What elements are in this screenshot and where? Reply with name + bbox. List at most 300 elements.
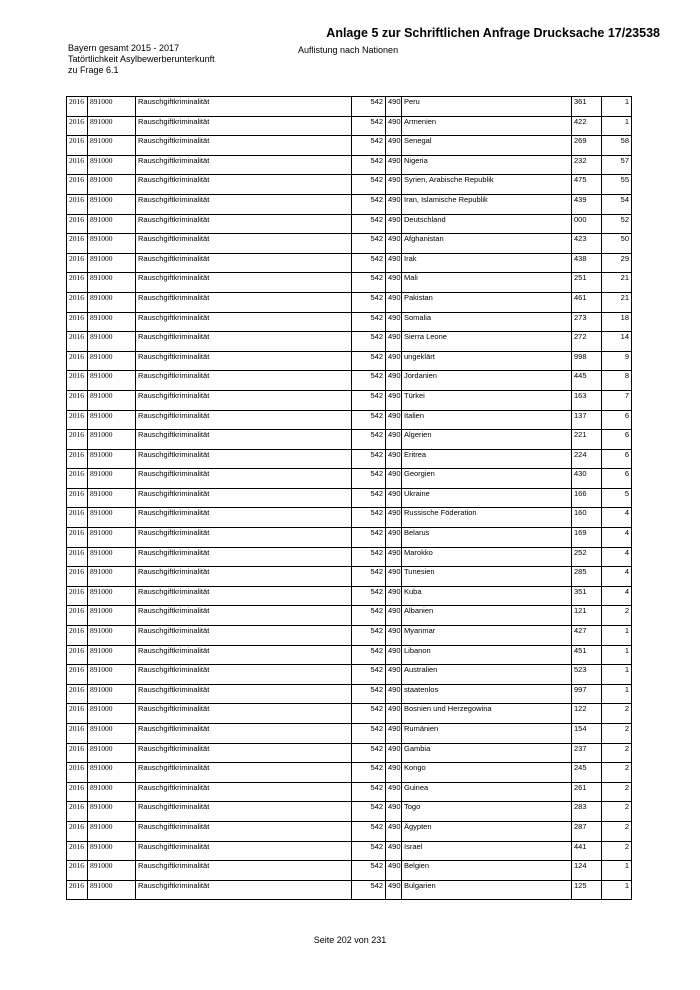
code-542-cell: 542 bbox=[352, 841, 386, 861]
count-cell: 2 bbox=[602, 724, 632, 744]
code-542-cell: 542 bbox=[352, 312, 386, 332]
table-row bbox=[67, 743, 632, 763]
nation-code-cell: 998 bbox=[572, 351, 602, 371]
nation-cell: Georgien bbox=[402, 469, 572, 489]
offence-category-cell: Rauschgiftkriminalität bbox=[136, 371, 352, 391]
code-542-cell: 542 bbox=[352, 253, 386, 273]
meta-line-location: Tatörtlichkeit Asylbewerberunterkunft bbox=[68, 54, 215, 64]
code-490-cell: 490 bbox=[386, 371, 402, 391]
table-row bbox=[67, 665, 632, 685]
table-body bbox=[67, 97, 632, 900]
offence-category-cell: Rauschgiftkriminalität bbox=[136, 273, 352, 293]
count-cell: 2 bbox=[602, 704, 632, 724]
nation-code-cell: 137 bbox=[572, 410, 602, 430]
code-490-cell: 490 bbox=[386, 175, 402, 195]
code-490-cell: 490 bbox=[386, 567, 402, 587]
code-542-cell: 542 bbox=[352, 821, 386, 841]
key-number-cell: 891000 bbox=[88, 606, 136, 626]
count-cell: 1 bbox=[602, 116, 632, 136]
year-cell: 2016 bbox=[67, 763, 88, 783]
key-number-cell: 891000 bbox=[88, 253, 136, 273]
nation-code-cell: 273 bbox=[572, 312, 602, 332]
count-cell: 1 bbox=[602, 880, 632, 900]
code-490-cell: 490 bbox=[386, 684, 402, 704]
code-542-cell: 542 bbox=[352, 802, 386, 822]
nation-cell: Eritrea bbox=[402, 449, 572, 469]
code-490-cell: 490 bbox=[386, 665, 402, 685]
code-542-cell: 542 bbox=[352, 214, 386, 234]
code-490-cell: 490 bbox=[386, 861, 402, 881]
report-meta bbox=[68, 43, 215, 76]
count-cell: 2 bbox=[602, 802, 632, 822]
year-cell: 2016 bbox=[67, 880, 88, 900]
year-cell: 2016 bbox=[67, 136, 88, 156]
code-490-cell: 490 bbox=[386, 116, 402, 136]
nation-cell: Armenien bbox=[402, 116, 572, 136]
code-490-cell: 490 bbox=[386, 880, 402, 900]
offence-category-cell: Rauschgiftkriminalität bbox=[136, 351, 352, 371]
code-542-cell: 542 bbox=[352, 332, 386, 352]
nation-cell: Kuba bbox=[402, 586, 572, 606]
code-542-cell: 542 bbox=[352, 410, 386, 430]
table-row bbox=[67, 410, 632, 430]
offence-category-cell: Rauschgiftkriminalität bbox=[136, 155, 352, 175]
year-cell: 2016 bbox=[67, 488, 88, 508]
offence-category-cell: Rauschgiftkriminalität bbox=[136, 684, 352, 704]
offence-category-cell: Rauschgiftkriminalität bbox=[136, 743, 352, 763]
nation-cell: Nigeria bbox=[402, 155, 572, 175]
year-cell: 2016 bbox=[67, 704, 88, 724]
table-row bbox=[67, 430, 632, 450]
nation-cell: Somalia bbox=[402, 312, 572, 332]
nation-code-cell: 430 bbox=[572, 469, 602, 489]
offence-category-cell: Rauschgiftkriminalität bbox=[136, 214, 352, 234]
meta-line-question: zu Frage 6.1 bbox=[68, 65, 119, 75]
table-row bbox=[67, 626, 632, 646]
nation-cell: Türkei bbox=[402, 390, 572, 410]
offence-category-cell: Rauschgiftkriminalität bbox=[136, 547, 352, 567]
nation-cell: Togo bbox=[402, 802, 572, 822]
code-542-cell: 542 bbox=[352, 508, 386, 528]
code-542-cell: 542 bbox=[352, 567, 386, 587]
code-490-cell: 490 bbox=[386, 841, 402, 861]
count-cell: 21 bbox=[602, 273, 632, 293]
year-cell: 2016 bbox=[67, 665, 88, 685]
code-542-cell: 542 bbox=[352, 626, 386, 646]
nation-cell: Gambia bbox=[402, 743, 572, 763]
year-cell: 2016 bbox=[67, 430, 88, 450]
nation-code-cell: 261 bbox=[572, 782, 602, 802]
offence-category-cell: Rauschgiftkriminalität bbox=[136, 234, 352, 254]
offence-category-cell: Rauschgiftkriminalität bbox=[136, 861, 352, 881]
table-row bbox=[67, 802, 632, 822]
code-490-cell: 490 bbox=[386, 292, 402, 312]
nation-cell: ungeklärt bbox=[402, 351, 572, 371]
nation-code-cell: 523 bbox=[572, 665, 602, 685]
year-cell: 2016 bbox=[67, 782, 88, 802]
nation-cell: Australien bbox=[402, 665, 572, 685]
offence-category-cell: Rauschgiftkriminalität bbox=[136, 821, 352, 841]
nation-code-cell: 125 bbox=[572, 880, 602, 900]
offence-category-cell: Rauschgiftkriminalität bbox=[136, 782, 352, 802]
key-number-cell: 891000 bbox=[88, 97, 136, 117]
year-cell: 2016 bbox=[67, 449, 88, 469]
code-542-cell: 542 bbox=[352, 547, 386, 567]
offence-category-cell: Rauschgiftkriminalität bbox=[136, 292, 352, 312]
offence-category-cell: Rauschgiftkriminalität bbox=[136, 606, 352, 626]
count-cell: 4 bbox=[602, 508, 632, 528]
listing-subtitle: Auflistung nach Nationen bbox=[298, 45, 399, 55]
offence-category-cell: Rauschgiftkriminalität bbox=[136, 175, 352, 195]
nation-code-cell: 423 bbox=[572, 234, 602, 254]
code-542-cell: 542 bbox=[352, 763, 386, 783]
key-number-cell: 891000 bbox=[88, 508, 136, 528]
offence-category-cell: Rauschgiftkriminalität bbox=[136, 802, 352, 822]
offence-category-cell: Rauschgiftkriminalität bbox=[136, 253, 352, 273]
code-490-cell: 490 bbox=[386, 469, 402, 489]
offence-category-cell: Rauschgiftkriminalität bbox=[136, 488, 352, 508]
code-542-cell: 542 bbox=[352, 782, 386, 802]
offence-category-cell: Rauschgiftkriminalität bbox=[136, 626, 352, 646]
table-row bbox=[67, 292, 632, 312]
key-number-cell: 891000 bbox=[88, 567, 136, 587]
offence-category-cell: Rauschgiftkriminalität bbox=[136, 469, 352, 489]
offence-category-cell: Rauschgiftkriminalität bbox=[136, 332, 352, 352]
code-490-cell: 490 bbox=[386, 743, 402, 763]
code-542-cell: 542 bbox=[352, 371, 386, 391]
code-490-cell: 490 bbox=[386, 606, 402, 626]
table-row bbox=[67, 155, 632, 175]
table-row bbox=[67, 390, 632, 410]
key-number-cell: 891000 bbox=[88, 684, 136, 704]
key-number-cell: 891000 bbox=[88, 312, 136, 332]
nation-cell: Tunesien bbox=[402, 567, 572, 587]
code-490-cell: 490 bbox=[386, 449, 402, 469]
table-row bbox=[67, 645, 632, 665]
code-490-cell: 490 bbox=[386, 97, 402, 117]
key-number-cell: 891000 bbox=[88, 704, 136, 724]
code-490-cell: 490 bbox=[386, 763, 402, 783]
count-cell: 4 bbox=[602, 528, 632, 548]
count-cell: 4 bbox=[602, 567, 632, 587]
table-row bbox=[67, 253, 632, 273]
count-cell: 18 bbox=[602, 312, 632, 332]
code-490-cell: 490 bbox=[386, 234, 402, 254]
code-490-cell: 490 bbox=[386, 626, 402, 646]
count-cell: 2 bbox=[602, 841, 632, 861]
year-cell: 2016 bbox=[67, 116, 88, 136]
count-cell: 9 bbox=[602, 351, 632, 371]
year-cell: 2016 bbox=[67, 743, 88, 763]
table-row bbox=[67, 684, 632, 704]
nation-cell: Ukraine bbox=[402, 488, 572, 508]
offence-category-cell: Rauschgiftkriminalität bbox=[136, 410, 352, 430]
table-row bbox=[67, 214, 632, 234]
code-542-cell: 542 bbox=[352, 136, 386, 156]
nation-cell: Albanien bbox=[402, 606, 572, 626]
code-490-cell: 490 bbox=[386, 410, 402, 430]
code-490-cell: 490 bbox=[386, 821, 402, 841]
offence-category-cell: Rauschgiftkriminalität bbox=[136, 645, 352, 665]
offence-category-cell: Rauschgiftkriminalität bbox=[136, 430, 352, 450]
offence-category-cell: Rauschgiftkriminalität bbox=[136, 586, 352, 606]
nation-code-cell: 438 bbox=[572, 253, 602, 273]
nation-cell: Kongo bbox=[402, 763, 572, 783]
code-490-cell: 490 bbox=[386, 214, 402, 234]
nation-cell: Belarus bbox=[402, 528, 572, 548]
code-542-cell: 542 bbox=[352, 724, 386, 744]
code-542-cell: 542 bbox=[352, 861, 386, 881]
table-row bbox=[67, 508, 632, 528]
key-number-cell: 891000 bbox=[88, 351, 136, 371]
code-542-cell: 542 bbox=[352, 351, 386, 371]
code-542-cell: 542 bbox=[352, 273, 386, 293]
key-number-cell: 891000 bbox=[88, 880, 136, 900]
key-number-cell: 891000 bbox=[88, 626, 136, 646]
nation-cell: Peru bbox=[402, 97, 572, 117]
year-cell: 2016 bbox=[67, 97, 88, 117]
offence-category-cell: Rauschgiftkriminalität bbox=[136, 390, 352, 410]
nation-code-cell: 224 bbox=[572, 449, 602, 469]
nation-cell: Rumänien bbox=[402, 724, 572, 744]
year-cell: 2016 bbox=[67, 841, 88, 861]
offence-category-cell: Rauschgiftkriminalität bbox=[136, 312, 352, 332]
code-542-cell: 542 bbox=[352, 606, 386, 626]
code-542-cell: 542 bbox=[352, 449, 386, 469]
nation-code-cell: 439 bbox=[572, 194, 602, 214]
table-row bbox=[67, 763, 632, 783]
data-table bbox=[66, 96, 632, 900]
code-542-cell: 542 bbox=[352, 488, 386, 508]
nation-cell: Jordanien bbox=[402, 371, 572, 391]
code-490-cell: 490 bbox=[386, 508, 402, 528]
code-542-cell: 542 bbox=[352, 528, 386, 548]
count-cell: 54 bbox=[602, 194, 632, 214]
table-row bbox=[67, 136, 632, 156]
key-number-cell: 891000 bbox=[88, 390, 136, 410]
code-542-cell: 542 bbox=[352, 116, 386, 136]
count-cell: 29 bbox=[602, 253, 632, 273]
code-542-cell: 542 bbox=[352, 234, 386, 254]
code-490-cell: 490 bbox=[386, 430, 402, 450]
nation-code-cell: 351 bbox=[572, 586, 602, 606]
count-cell: 2 bbox=[602, 782, 632, 802]
nation-code-cell: 232 bbox=[572, 155, 602, 175]
nation-cell: Deutschland bbox=[402, 214, 572, 234]
nation-cell: Israel bbox=[402, 841, 572, 861]
year-cell: 2016 bbox=[67, 606, 88, 626]
key-number-cell: 891000 bbox=[88, 724, 136, 744]
nation-code-cell: 997 bbox=[572, 684, 602, 704]
key-number-cell: 891000 bbox=[88, 665, 136, 685]
table-row bbox=[67, 116, 632, 136]
key-number-cell: 891000 bbox=[88, 645, 136, 665]
table-row bbox=[67, 175, 632, 195]
nation-code-cell: 245 bbox=[572, 763, 602, 783]
nation-cell: Sierra Leone bbox=[402, 332, 572, 352]
nation-cell: Guinea bbox=[402, 782, 572, 802]
table-row bbox=[67, 273, 632, 293]
key-number-cell: 891000 bbox=[88, 802, 136, 822]
year-cell: 2016 bbox=[67, 175, 88, 195]
offence-category-cell: Rauschgiftkriminalität bbox=[136, 880, 352, 900]
code-490-cell: 490 bbox=[386, 782, 402, 802]
count-cell: 8 bbox=[602, 371, 632, 391]
year-cell: 2016 bbox=[67, 528, 88, 548]
table-row bbox=[67, 312, 632, 332]
count-cell: 6 bbox=[602, 469, 632, 489]
nation-cell: Bosnien und Herzegowina bbox=[402, 704, 572, 724]
code-542-cell: 542 bbox=[352, 292, 386, 312]
code-490-cell: 490 bbox=[386, 312, 402, 332]
code-490-cell: 490 bbox=[386, 332, 402, 352]
table-row bbox=[67, 821, 632, 841]
year-cell: 2016 bbox=[67, 234, 88, 254]
offence-category-cell: Rauschgiftkriminalität bbox=[136, 116, 352, 136]
key-number-cell: 891000 bbox=[88, 175, 136, 195]
year-cell: 2016 bbox=[67, 312, 88, 332]
code-490-cell: 490 bbox=[386, 136, 402, 156]
nation-code-cell: 461 bbox=[572, 292, 602, 312]
code-542-cell: 542 bbox=[352, 665, 386, 685]
year-cell: 2016 bbox=[67, 567, 88, 587]
nation-cell: Myanmar bbox=[402, 626, 572, 646]
code-542-cell: 542 bbox=[352, 155, 386, 175]
code-542-cell: 542 bbox=[352, 880, 386, 900]
year-cell: 2016 bbox=[67, 802, 88, 822]
code-490-cell: 490 bbox=[386, 645, 402, 665]
nation-code-cell: 285 bbox=[572, 567, 602, 587]
nation-cell: Bulgarien bbox=[402, 880, 572, 900]
count-cell: 4 bbox=[602, 586, 632, 606]
nation-code-cell: 252 bbox=[572, 547, 602, 567]
count-cell: 6 bbox=[602, 410, 632, 430]
year-cell: 2016 bbox=[67, 645, 88, 665]
table-row bbox=[67, 97, 632, 117]
count-cell: 7 bbox=[602, 390, 632, 410]
nation-code-cell: 237 bbox=[572, 743, 602, 763]
offence-category-cell: Rauschgiftkriminalität bbox=[136, 763, 352, 783]
code-490-cell: 490 bbox=[386, 390, 402, 410]
nation-cell: Syrien, Arabische Republik bbox=[402, 175, 572, 195]
nation-code-cell: 475 bbox=[572, 175, 602, 195]
key-number-cell: 891000 bbox=[88, 410, 136, 430]
count-cell: 58 bbox=[602, 136, 632, 156]
nation-code-cell: 283 bbox=[572, 802, 602, 822]
offence-category-cell: Rauschgiftkriminalität bbox=[136, 508, 352, 528]
nation-cell: Ägypten bbox=[402, 821, 572, 841]
key-number-cell: 891000 bbox=[88, 234, 136, 254]
nation-cell: Algerien bbox=[402, 430, 572, 450]
year-cell: 2016 bbox=[67, 861, 88, 881]
nation-cell: Italien bbox=[402, 410, 572, 430]
key-number-cell: 891000 bbox=[88, 488, 136, 508]
table-row bbox=[67, 371, 632, 391]
nation-cell: Belgien bbox=[402, 861, 572, 881]
year-cell: 2016 bbox=[67, 547, 88, 567]
count-cell: 57 bbox=[602, 155, 632, 175]
nation-cell: Afghanistan bbox=[402, 234, 572, 254]
nation-cell: Pakistan bbox=[402, 292, 572, 312]
count-cell: 2 bbox=[602, 821, 632, 841]
code-490-cell: 490 bbox=[386, 488, 402, 508]
nation-cell: Russische Föderation bbox=[402, 508, 572, 528]
year-cell: 2016 bbox=[67, 508, 88, 528]
year-cell: 2016 bbox=[67, 194, 88, 214]
table-row bbox=[67, 567, 632, 587]
offence-category-cell: Rauschgiftkriminalität bbox=[136, 665, 352, 685]
code-542-cell: 542 bbox=[352, 97, 386, 117]
key-number-cell: 891000 bbox=[88, 782, 136, 802]
nation-code-cell: 154 bbox=[572, 724, 602, 744]
nation-code-cell: 124 bbox=[572, 861, 602, 881]
key-number-cell: 891000 bbox=[88, 116, 136, 136]
key-number-cell: 891000 bbox=[88, 586, 136, 606]
code-542-cell: 542 bbox=[352, 469, 386, 489]
code-542-cell: 542 bbox=[352, 743, 386, 763]
key-number-cell: 891000 bbox=[88, 469, 136, 489]
year-cell: 2016 bbox=[67, 351, 88, 371]
code-542-cell: 542 bbox=[352, 390, 386, 410]
code-490-cell: 490 bbox=[386, 586, 402, 606]
nation-cell: Iran, Islamische Republik bbox=[402, 194, 572, 214]
year-cell: 2016 bbox=[67, 253, 88, 273]
count-cell: 14 bbox=[602, 332, 632, 352]
nation-code-cell: 451 bbox=[572, 645, 602, 665]
key-number-cell: 891000 bbox=[88, 743, 136, 763]
code-490-cell: 490 bbox=[386, 253, 402, 273]
count-cell: 2 bbox=[602, 743, 632, 763]
code-542-cell: 542 bbox=[352, 684, 386, 704]
meta-line-scope: Bayern gesamt 2015 - 2017 bbox=[68, 43, 180, 53]
offence-category-cell: Rauschgiftkriminalität bbox=[136, 724, 352, 744]
nation-code-cell: 121 bbox=[572, 606, 602, 626]
count-cell: 6 bbox=[602, 430, 632, 450]
table-row bbox=[67, 528, 632, 548]
nation-code-cell: 169 bbox=[572, 528, 602, 548]
year-cell: 2016 bbox=[67, 390, 88, 410]
table-row bbox=[67, 332, 632, 352]
year-cell: 2016 bbox=[67, 371, 88, 391]
nation-cell: Libanon bbox=[402, 645, 572, 665]
key-number-cell: 891000 bbox=[88, 841, 136, 861]
key-number-cell: 891000 bbox=[88, 371, 136, 391]
key-number-cell: 891000 bbox=[88, 214, 136, 234]
table-row bbox=[67, 351, 632, 371]
nation-code-cell: 221 bbox=[572, 430, 602, 450]
count-cell: 6 bbox=[602, 449, 632, 469]
page-number: Seite 202 von 231 bbox=[313, 935, 387, 945]
year-cell: 2016 bbox=[67, 586, 88, 606]
nation-code-cell: 160 bbox=[572, 508, 602, 528]
nation-code-cell: 422 bbox=[572, 116, 602, 136]
offence-category-cell: Rauschgiftkriminalität bbox=[136, 528, 352, 548]
count-cell: 2 bbox=[602, 606, 632, 626]
year-cell: 2016 bbox=[67, 469, 88, 489]
code-490-cell: 490 bbox=[386, 194, 402, 214]
count-cell: 1 bbox=[602, 665, 632, 685]
count-cell: 50 bbox=[602, 234, 632, 254]
code-490-cell: 490 bbox=[386, 155, 402, 175]
key-number-cell: 891000 bbox=[88, 273, 136, 293]
key-number-cell: 891000 bbox=[88, 528, 136, 548]
year-cell: 2016 bbox=[67, 332, 88, 352]
year-cell: 2016 bbox=[67, 292, 88, 312]
table-row bbox=[67, 194, 632, 214]
table-row bbox=[67, 880, 632, 900]
code-542-cell: 542 bbox=[352, 430, 386, 450]
code-490-cell: 490 bbox=[386, 273, 402, 293]
